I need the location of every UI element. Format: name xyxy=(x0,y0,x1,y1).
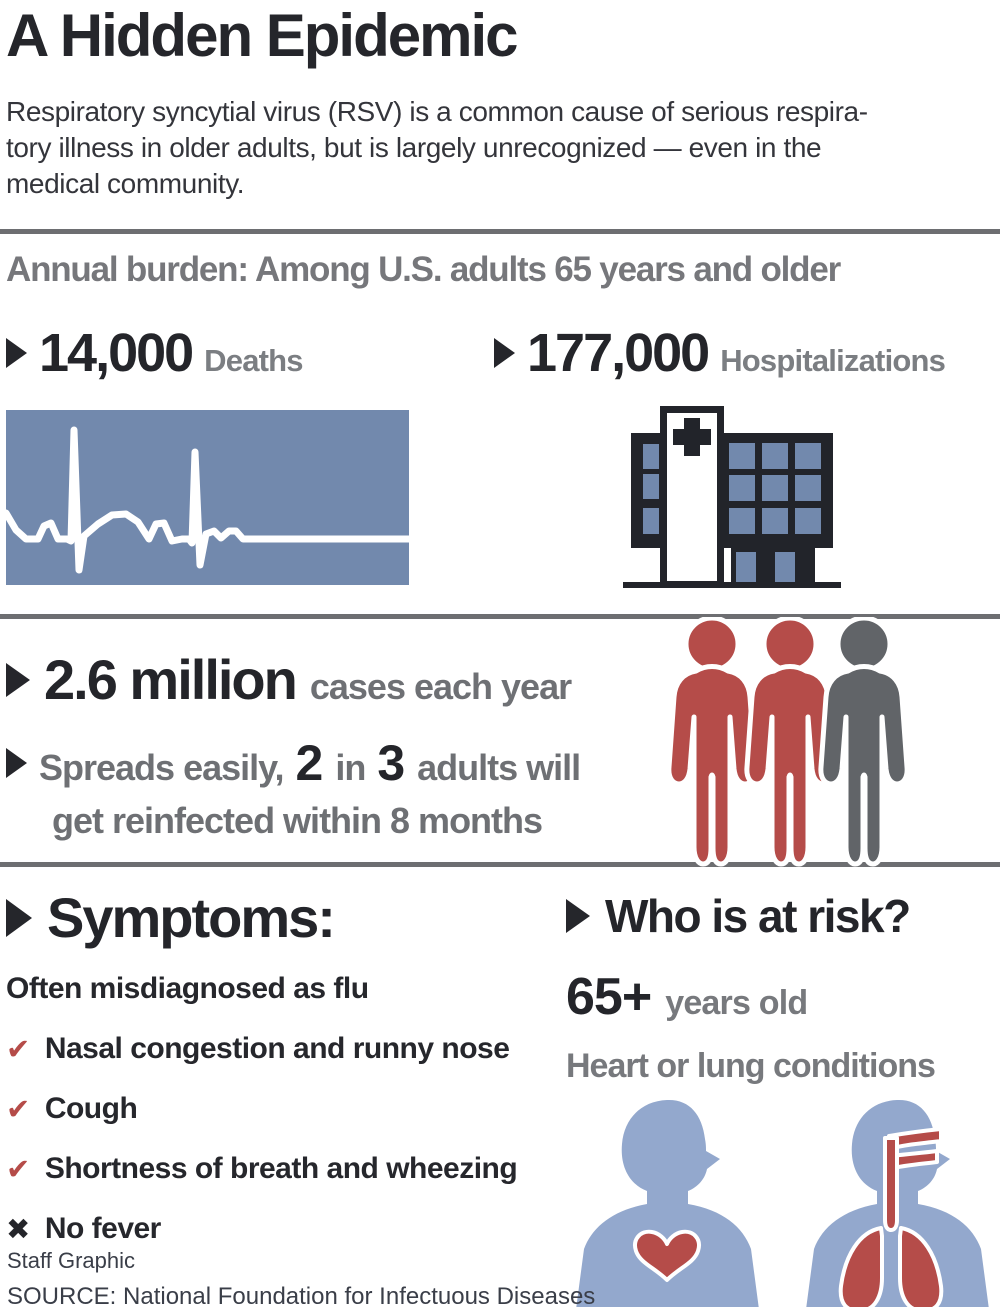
cases-label: cases each year xyxy=(309,666,572,708)
divider-rule xyxy=(0,229,1000,234)
spread-suffix: adults will xyxy=(417,747,581,789)
symptom-text: Nasal congestion and runny nose xyxy=(44,1032,510,1066)
spread-line-2: get reinfected within 8 months xyxy=(52,800,543,842)
check-icon: ✔ xyxy=(6,1152,30,1187)
symptom-item xyxy=(6,1212,558,1246)
deaths-stat xyxy=(6,322,494,384)
person-icon-gray xyxy=(821,618,907,864)
person-icon-red xyxy=(747,618,833,864)
bullet-arrow-icon xyxy=(566,899,590,933)
cross-icon: ✖ xyxy=(6,1212,30,1247)
symptoms-column xyxy=(6,885,558,1246)
spread-in: in xyxy=(335,747,366,789)
risk-heading-text: Who is at risk? xyxy=(605,890,910,943)
header xyxy=(0,0,1000,201)
spread-prefix: Spreads easily, xyxy=(39,747,284,789)
intro-paragraph xyxy=(6,94,994,201)
risk-column xyxy=(566,889,998,1086)
body-with-heart xyxy=(575,1100,760,1307)
hospital-icon xyxy=(603,396,843,592)
symptom-text: Cough xyxy=(44,1092,138,1126)
symptoms-heading xyxy=(6,885,558,950)
symptom-item xyxy=(6,1152,558,1186)
person-icon-red xyxy=(669,618,755,864)
check-icon: ✔ xyxy=(6,1092,30,1127)
people-figures-graphic xyxy=(652,617,924,867)
deaths-value: 14,000 xyxy=(39,323,193,384)
bullet-arrow-icon xyxy=(494,338,515,368)
cases-section xyxy=(0,619,1000,862)
body-silhouettes-graphic xyxy=(540,1098,1000,1307)
deaths-label: Deaths xyxy=(204,343,303,379)
symptom-text: Shortness of breath and wheezing xyxy=(44,1152,518,1186)
risk-heading xyxy=(566,889,998,943)
intro-line: Respiratory syncytial virus (RSV) is a common cause of serious respira- xyxy=(6,96,868,127)
source-line: SOURCE: National Foundation for Infectuous Diseases xyxy=(7,1283,596,1307)
bullet-arrow-icon xyxy=(6,899,32,937)
burden-stats-row xyxy=(0,322,1000,384)
burden-graphics-row xyxy=(0,410,1000,586)
bottom-section xyxy=(0,867,1000,1307)
intro-line: medical community. xyxy=(6,167,245,199)
hospitalizations-value: 177,000 xyxy=(527,323,709,384)
symptom-item xyxy=(6,1092,558,1126)
symptoms-subheading: Often misdiagnosed as flu xyxy=(6,972,369,1006)
cases-value: 2.6 million xyxy=(44,648,296,712)
age-label: years old xyxy=(665,984,808,1023)
ekg-heartbeat-graphic xyxy=(6,410,409,585)
hospitalizations-stat xyxy=(494,322,945,384)
body-with-lungs xyxy=(805,1100,990,1307)
footer xyxy=(7,1248,595,1307)
symptom-item xyxy=(6,1032,558,1066)
burden-section-header: Annual burden: Among U.S. adults 65 years and older xyxy=(6,250,841,290)
page-title: A Hidden Epidemic xyxy=(6,2,517,69)
risk-condition: Heart or lung conditions xyxy=(566,1047,935,1086)
bullet-arrow-icon xyxy=(6,338,27,368)
symptoms-heading-text: Symptoms: xyxy=(47,886,334,950)
intro-line: tory illness in older adults, but is largely unrecognized — even in the xyxy=(6,131,822,163)
hospitalizations-label: Hospitalizations xyxy=(720,343,946,379)
age-value: 65+ xyxy=(566,968,652,1027)
symptom-text: No fever xyxy=(44,1212,161,1246)
spread-numerator: 2 xyxy=(295,735,324,792)
check-icon: ✔ xyxy=(6,1032,30,1067)
bullet-arrow-icon xyxy=(6,663,30,697)
risk-age-line xyxy=(566,967,998,1027)
credit-line: Staff Graphic xyxy=(7,1248,135,1274)
bullet-arrow-icon xyxy=(6,748,27,778)
spread-denominator: 3 xyxy=(377,735,406,792)
